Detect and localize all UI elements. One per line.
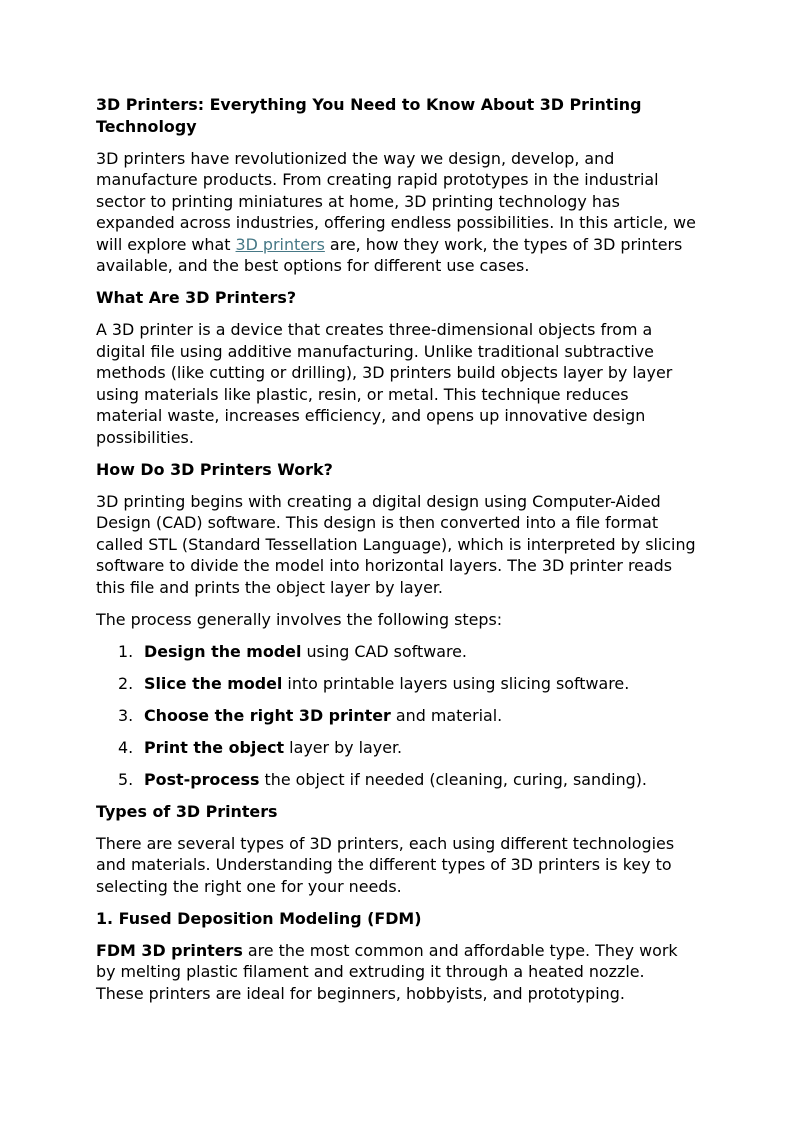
intro-paragraph <box>96 148 696 277</box>
section-body-how-work: 3D printing begins with creating a digital design using Computer-Aided Design (CAD) software. This design is then converted into a file format called STL (Standard Tessellation Language), which is interpreted by slicing software to divide the model into horizontal layers. The 3D printer reads this file and prints the object layer by layer. <box>96 491 696 597</box>
fdm-bold-text: FDM 3D printers <box>96 940 243 960</box>
step-bold-text: Print the object <box>144 737 285 757</box>
list-number: 2. <box>118 673 134 693</box>
step-text: into printable layers using slicing software. <box>282 673 630 693</box>
section-body-fdm <box>96 940 696 1005</box>
section-heading-fdm: 1. Fused Deposition Modeling (FDM) <box>96 908 422 928</box>
article-title: 3D Printers: Everything You Need to Know About 3D Printing Technology <box>96 95 642 136</box>
step-bold-text: Post-process <box>144 769 260 789</box>
step-bold-text: Design the model <box>144 641 302 661</box>
list-item <box>96 769 696 791</box>
step-bold-text: Choose the right 3D printer <box>144 705 391 725</box>
step-text: and material. <box>390 705 503 725</box>
step-bold-text: Slice the model <box>144 673 283 693</box>
intro-text-after-link: are, how they work, the types of 3D printers available, and the best options for different use cases. <box>96 234 683 275</box>
list-number: 4. <box>118 737 134 757</box>
step-text: layer by layer. <box>284 737 403 757</box>
fdm-text: are the most common and affordable type. They work by melting plastic filament and extruding it through a heated nozzle. These printers are ideal for beginners, hobbyists, and prototyping. <box>96 940 678 1003</box>
steps-intro: The process generally involves the following steps: <box>96 609 503 629</box>
list-number: 3. <box>118 705 134 725</box>
3d-printers-link[interactable]: 3D printers <box>235 234 325 254</box>
step-text: the object if needed (cleaning, curing, sanding). <box>259 769 647 789</box>
section-heading-what-are: What Are 3D Printers? <box>96 288 297 307</box>
intro-text-before-link: 3D printers have revolutionized the way we design, develop, and manufacture products. From creating rapid prototypes in the industrial sector to printing miniatures at home, 3D printing technology has expanded across industries, offering endless possibilities. In this article, we will explore what <box>96 148 696 254</box>
document-page <box>96 94 696 1015</box>
section-body-what-are: A 3D printer is a device that creates three-dimensional objects from a digital file using additive manufacturing. Unlike traditional subtractive methods (like cutting or drilling), 3D printers build objects layer by layer using materials like plastic, resin, or metal. This technique reduces material waste, increases efficiency, and opens up innovative design possibilities. <box>96 320 673 447</box>
list-item <box>96 705 696 727</box>
list-number: 5. <box>118 769 134 789</box>
list-item <box>96 737 696 759</box>
section-body-types: There are several types of 3D printers, each using different technologies and materials. Understanding the different types of 3D printers is key to selecting the right one for your needs. <box>96 833 675 896</box>
list-item <box>96 641 696 663</box>
list-number: 1. <box>118 641 134 661</box>
steps-list <box>96 641 696 791</box>
section-heading-how-work: How Do 3D Printers Work? <box>96 459 333 479</box>
section-heading-types: Types of 3D Printers <box>96 801 278 821</box>
list-item <box>96 673 696 695</box>
step-text: using CAD software. <box>301 641 467 661</box>
